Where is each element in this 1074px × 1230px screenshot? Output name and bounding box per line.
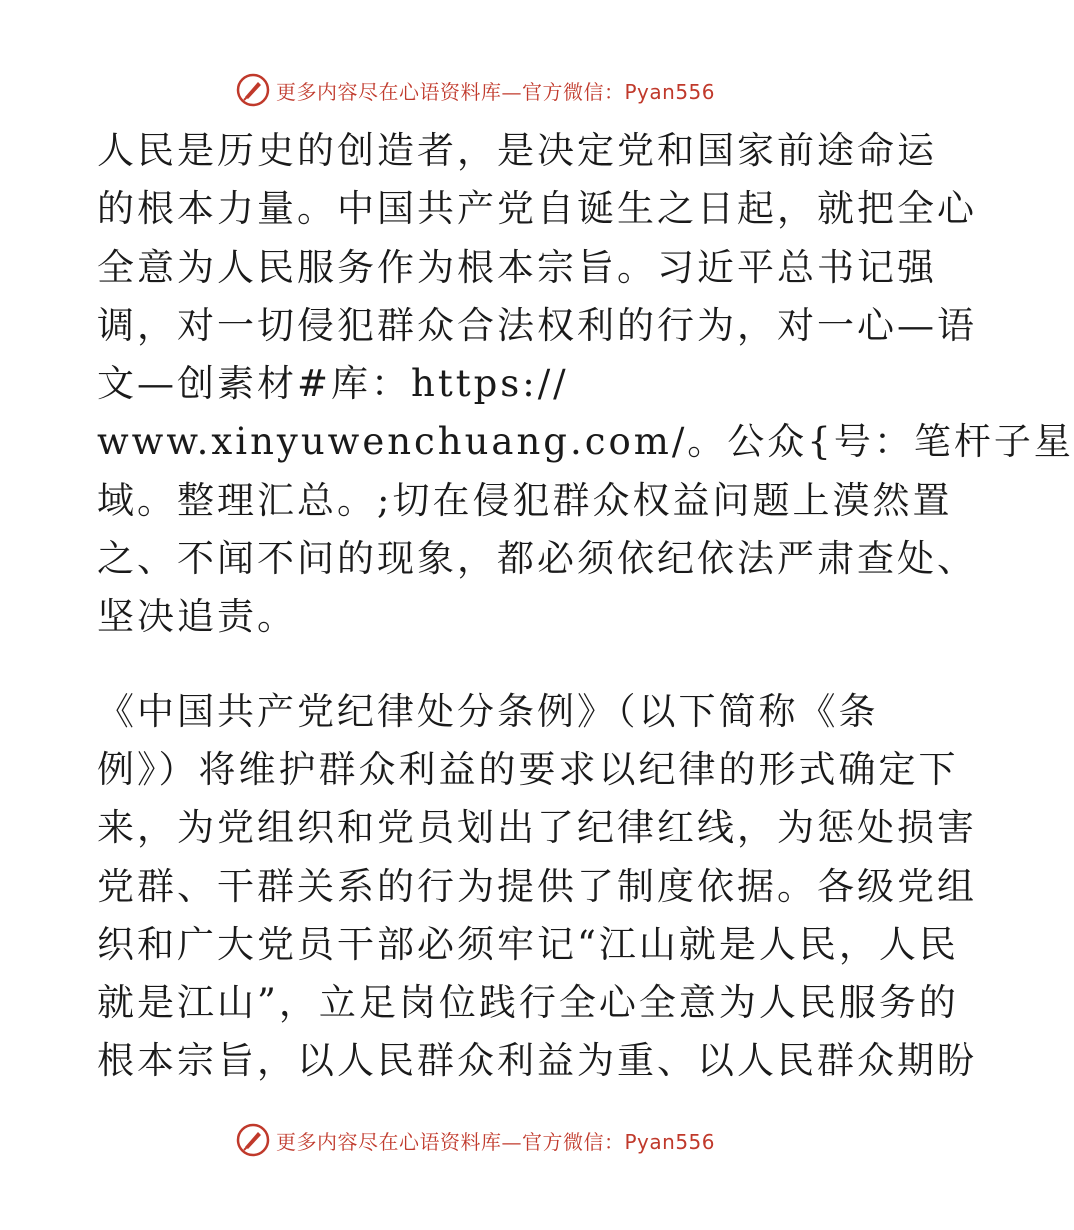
text-line: 例》）将维护群众利益的要求以纪律的形式确定下 <box>97 747 959 791</box>
paragraph-2 <box>97 683 977 1091</box>
text-line: www.xinyuwenchuang.com/。公众{号：笔杆子星 <box>97 420 1074 464</box>
text-line: 来，为党组织和党员划出了纪律红线，为惩处损害 <box>97 806 977 850</box>
text-line: 就是江山”，立足岗位践行全心全意为人民服务的 <box>97 981 959 1025</box>
text-line: 全意为人民服务作为根本宗旨。习近平总书记强 <box>97 245 937 289</box>
text-line: 织和广大党员干部必须牢记“江山就是人民，人民 <box>97 922 959 966</box>
text-line: 坚决追责。 <box>97 595 297 639</box>
watermark-text: 更多内容尽在心语资料库—官方微信：Pyan556 <box>276 79 716 104</box>
text-line: 《中国共产党纪律处分条例》（以下简称《条 <box>97 689 879 733</box>
text-line: 调，对一切侵犯群众合法权利的行为，对一心—语 <box>97 303 977 347</box>
text-line: 人民是历史的创造者，是决定党和国家前途命运 <box>97 129 937 172</box>
paragraph-1 <box>97 122 1074 647</box>
text-line: 文—创素材#库：https:// <box>97 362 569 406</box>
text-line: 的根本力量。中国共产党自诞生之日起，就把全心 <box>97 187 977 231</box>
text-line: 根本宗旨，以人民群众利益为重、以人民群众期盼 <box>97 1039 977 1083</box>
watermark-text: 更多内容尽在心语资料库—官方微信：Pyan556 <box>276 1129 716 1154</box>
document-body <box>97 122 1074 1091</box>
quill-logo-icon <box>236 73 270 107</box>
text-line: 党群、干群关系的行为提供了制度依据。各级党组 <box>97 864 977 908</box>
footer-watermark <box>0 1120 950 1160</box>
text-line: 之、不闻不问的现象，都必须依纪依法严肃查处、 <box>97 537 977 581</box>
quill-logo-icon <box>236 1123 270 1157</box>
text-line: 域。整理汇总。;切在侵犯群众权益问题上漠然置 <box>97 478 953 522</box>
header-watermark <box>0 70 950 110</box>
